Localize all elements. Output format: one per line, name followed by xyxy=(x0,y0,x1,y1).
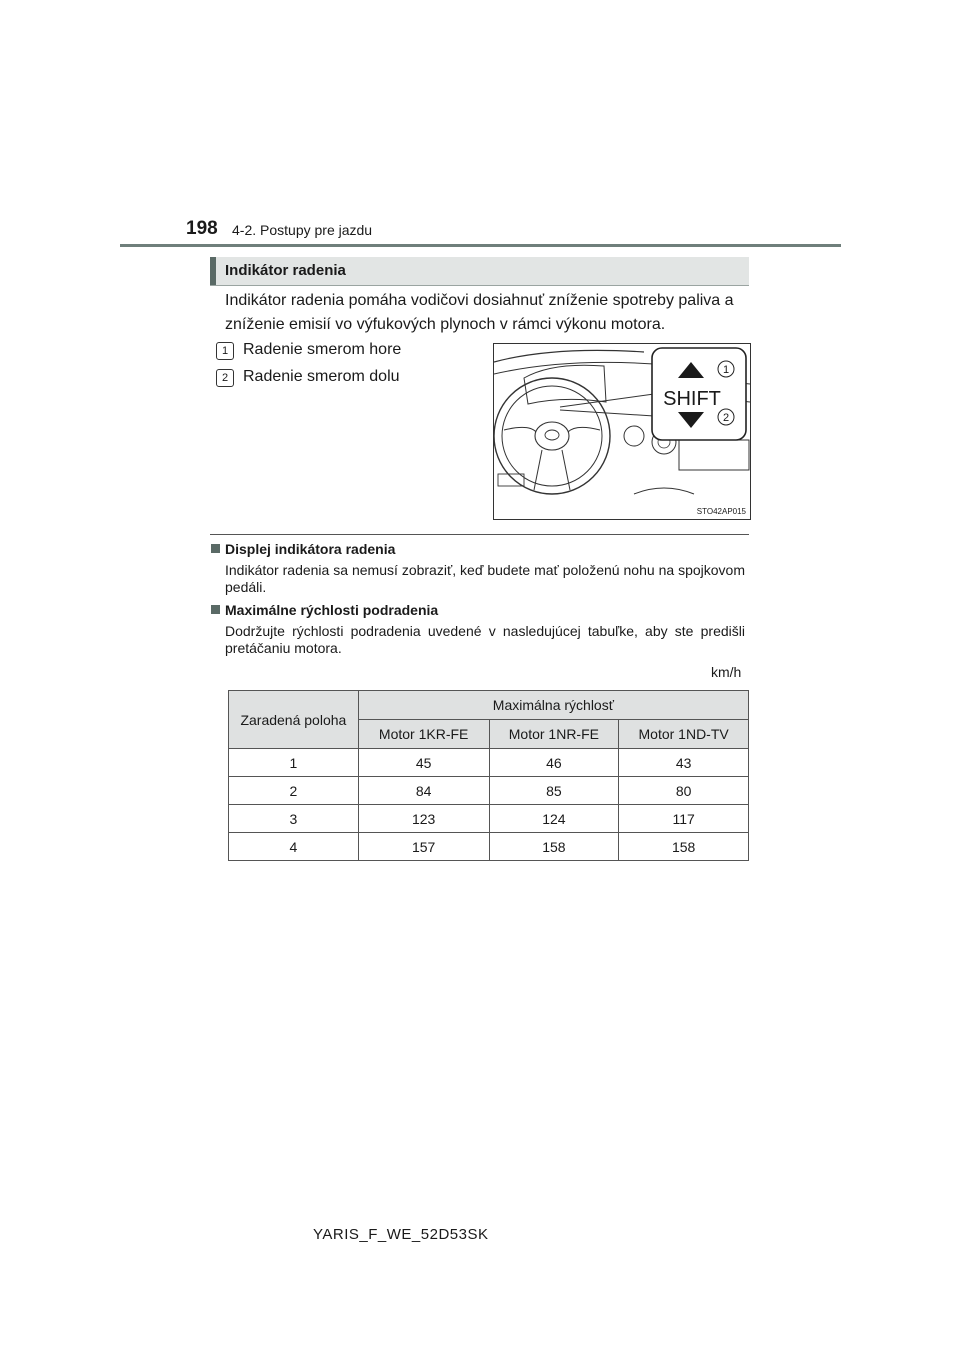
callout-number: 1 xyxy=(216,342,234,360)
header-engine: Motor 1NR-FE xyxy=(489,720,619,749)
header-engine: Motor 1KR-FE xyxy=(358,720,489,749)
note-heading xyxy=(211,602,438,618)
section-title: Indikátor radenia xyxy=(225,262,346,279)
note-title: Maximálne rýchlosti podradenia xyxy=(225,602,439,618)
header-engine: Motor 1ND-TV xyxy=(619,720,749,749)
header-divider xyxy=(120,244,841,247)
page-number: 198 xyxy=(186,218,218,239)
table-unit: km/h xyxy=(711,664,742,680)
section-breadcrumb: 4-2. Postupy pre jazdu xyxy=(232,222,373,238)
bullet-square-icon xyxy=(211,544,220,553)
gear-cell: 3 xyxy=(229,805,359,833)
table-row xyxy=(229,833,749,861)
section-accent xyxy=(210,257,216,285)
table-row xyxy=(229,805,749,833)
section-title-bar xyxy=(210,257,749,286)
bullet-square-icon xyxy=(211,605,220,614)
speed-cell: 84 xyxy=(358,777,489,805)
speed-cell: 85 xyxy=(489,777,619,805)
gear-cell: 2 xyxy=(229,777,359,805)
note-text: Indikátor radenia sa nemusí zobraziť, keď budete mať položenú nohu na spojkovom pedáli. xyxy=(225,562,745,595)
gear-cell: 4 xyxy=(229,833,359,861)
section-divider xyxy=(210,534,749,535)
table-row xyxy=(229,777,749,805)
speed-cell: 80 xyxy=(619,777,749,805)
speed-cell: 45 xyxy=(358,749,489,777)
figure-code: STO42AP015 xyxy=(696,507,746,516)
speed-cell: 123 xyxy=(358,805,489,833)
speed-cell: 158 xyxy=(619,833,749,861)
speed-cell: 158 xyxy=(489,833,619,861)
intro-paragraph: Indikátor radenia pomáha vodičovi dosiahnuť zníženie spotreby paliva a zníženie emisií vo výfukových plynoch v rámci výkonu motora. xyxy=(225,292,734,333)
speed-cell: 124 xyxy=(489,805,619,833)
callout-number: 2 xyxy=(216,369,234,387)
figure-callout-1: 1 xyxy=(722,364,730,376)
figure-callout-2: 2 xyxy=(722,412,730,424)
dashboard-illustration xyxy=(493,343,751,520)
shift-label: SHIFT xyxy=(663,388,721,410)
callout-label: Radenie smerom hore xyxy=(243,341,402,358)
note-heading xyxy=(211,541,395,557)
callout-label: Radenie smerom dolu xyxy=(243,368,400,385)
dashboard-drawing xyxy=(494,344,750,519)
downshift-speed-table xyxy=(228,690,749,861)
header-max-speed: Maximálna rýchlosť xyxy=(358,691,748,720)
table-row xyxy=(229,749,749,777)
note-title: Displej indikátora radenia xyxy=(225,541,396,557)
speed-cell: 117 xyxy=(619,805,749,833)
note-text: Dodržujte rýchlosti podradenia uvedené v nasledujúcej tabuľke, aby ste predišli pretáčaniu motora. xyxy=(225,623,745,656)
speed-cell: 43 xyxy=(619,749,749,777)
document-code-footer: YARIS_F_WE_52D53SK xyxy=(313,1226,489,1243)
header-gear: Zaradená poloha xyxy=(229,691,359,749)
speed-cell: 157 xyxy=(358,833,489,861)
gear-cell: 1 xyxy=(229,749,359,777)
speed-cell: 46 xyxy=(489,749,619,777)
